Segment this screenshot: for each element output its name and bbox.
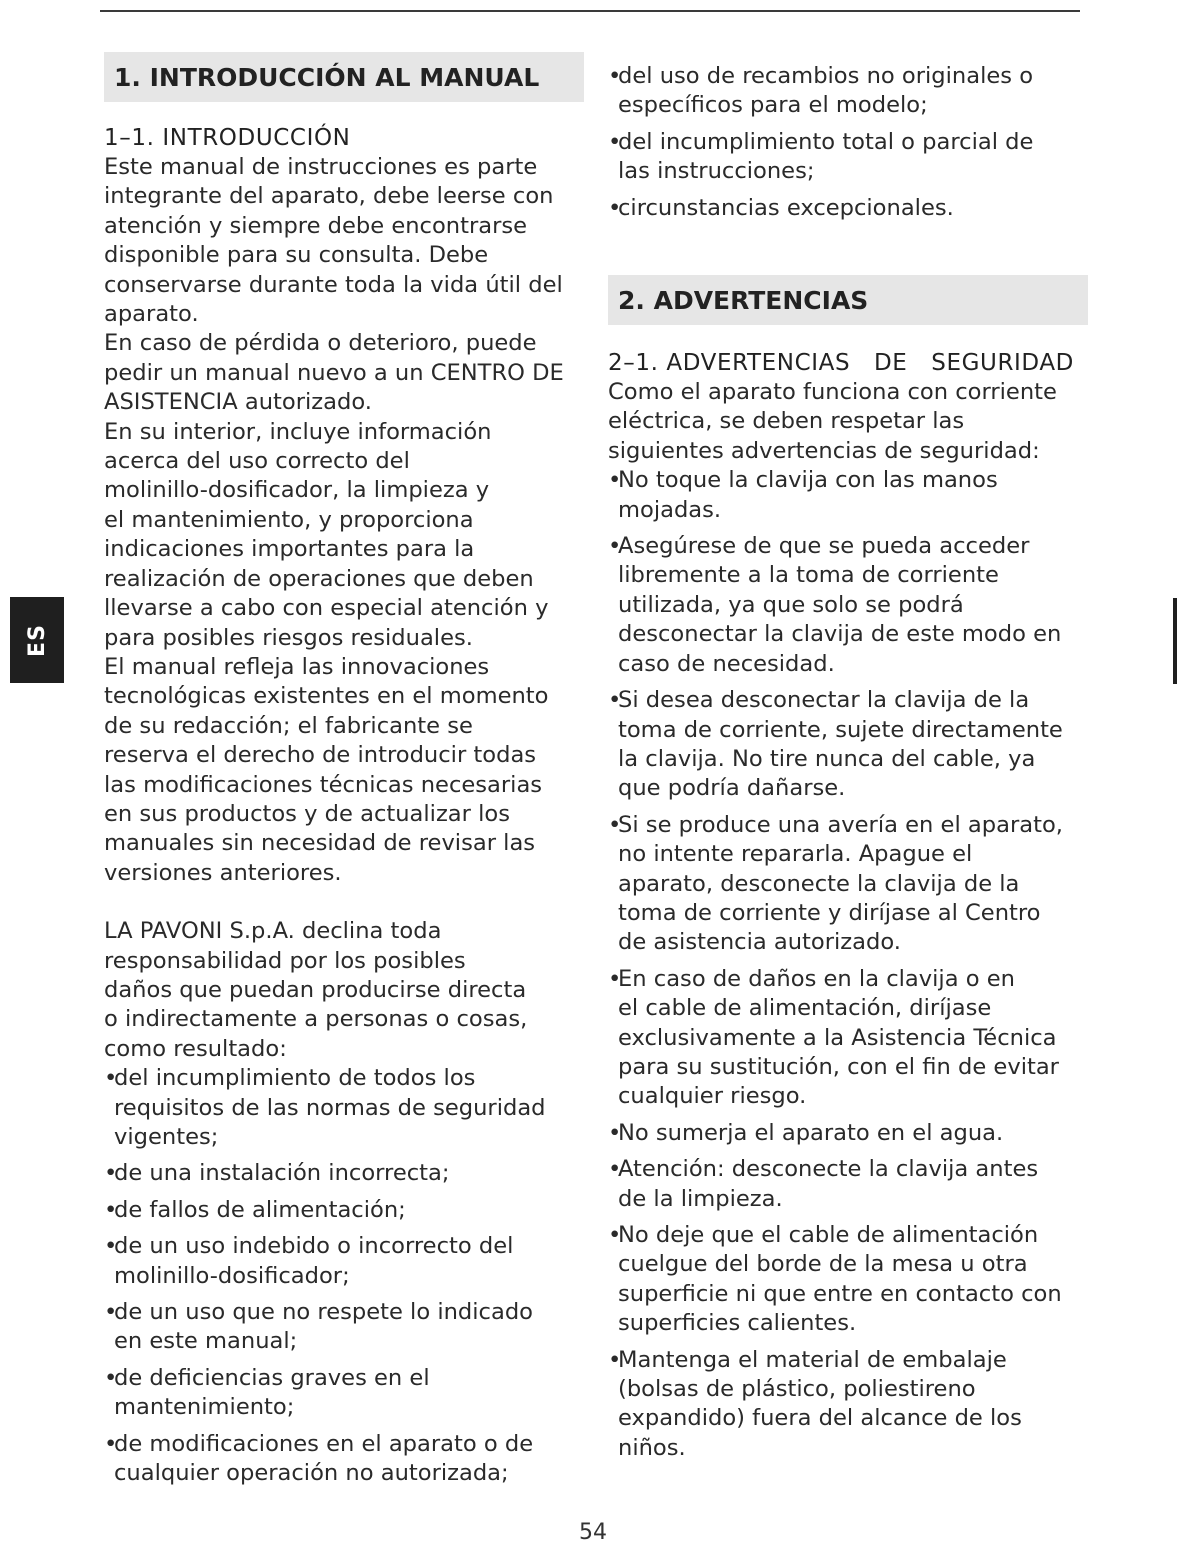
subsection-word: DE: [874, 350, 908, 377]
subsection-title-safety: [608, 349, 1088, 378]
bullet-text: Si desea desconectar la clavija de la toma de corriente, sujete directamente la clavija. No tire nunca del cable, ya que podría dañarse.: [618, 687, 1063, 802]
bullet-text: del incumplimiento total o parcial de las instrucciones;: [618, 128, 1034, 185]
bullet-icon: •: [104, 1233, 118, 1260]
bullet-icon: •: [104, 1196, 118, 1223]
bullet-item: [608, 194, 1088, 223]
bullet-item: [608, 128, 1088, 187]
bullet-icon: •: [608, 965, 622, 992]
bullet-item: [608, 532, 1088, 679]
page-edge-marker: [1173, 598, 1177, 684]
bullet-text: de fallos de alimentación;: [114, 1196, 406, 1223]
bullet-item: [608, 1346, 1088, 1464]
bullet-icon: •: [608, 128, 622, 155]
continued-bullet-list: [608, 62, 1088, 223]
bullet-icon: •: [608, 533, 622, 560]
bullet-icon: •: [608, 1222, 622, 1248]
bullet-item: [608, 62, 1088, 121]
bullet-text: Si se produce una avería en el aparato, no intente repararla. Apague el aparato, desconecte la clavija de la toma de corriente y diríjase al Centro de asistencia autorizado.: [618, 811, 1063, 956]
bullet-item: [104, 1232, 584, 1291]
bullet-icon: •: [608, 1346, 622, 1373]
safety-bullet-list: [608, 466, 1088, 1463]
bullet-item: [104, 1298, 584, 1357]
left-column: [104, 52, 584, 1488]
bullet-item: [608, 686, 1088, 804]
bullet-icon: •: [104, 1364, 118, 1391]
bullet-item: [104, 1196, 584, 1225]
section-title-warnings: 2. ADVERTENCIAS: [608, 275, 1088, 325]
bullet-text: Mantenga el material de embalaje (bolsas de plástico, poliestireno expandido) fuera del alcance de los niños.: [618, 1346, 1022, 1461]
bullet-text: Atención: desconecte la clavija antes de la limpieza.: [618, 1156, 1039, 1212]
liability-bullet-list: [104, 1064, 584, 1488]
bullet-icon: •: [608, 1156, 622, 1183]
bullet-icon: •: [608, 63, 622, 89]
bullet-item: [104, 1064, 584, 1152]
bullet-item: [104, 1430, 584, 1489]
bullet-item: [608, 965, 1088, 1112]
page-number: 54: [579, 1520, 607, 1545]
subsection-title-introduction: 1–1. INTRODUCCIÓN: [104, 125, 351, 151]
bullet-icon: •: [608, 194, 622, 221]
subsection-word: 2–1. ADVERTENCIAS: [608, 350, 851, 377]
bullet-text: de un uso indebido o incorrecto del molinillo-dosificador;: [114, 1233, 514, 1289]
bullet-text: de una instalación incorrecta;: [114, 1160, 450, 1187]
bullet-item: [104, 1159, 584, 1188]
bullet-text: del uso de recambios no originales o específicos para el modelo;: [618, 63, 1034, 119]
bullet-item: [608, 1155, 1088, 1214]
intro-paragraph: Este manual de instrucciones es parte integrante del aparato, debe leerse con atención y siempre debe encontrarse disponible para su consulta. Debe conservarse durante toda la vida útil del aparato. En caso de pérdida o deterioro, puede pedir un manual nuevo a un CENTRO DE ASISTENCIA autorizado. En su interior, incluye información acerca del uso correcto del molinillo-dosificador, la limpieza y el mantenimiento, y proporciona indicaciones importantes para la realización de operaciones que deben llevarse a cabo con especial atención y para posibles riesgos residuales. El manual refleja las innovaciones tecnológicas existentes en el momento de su redacción; el fabricante se reserva el derecho de introducir todas las modificaciones técnicas necesarias en sus productos y de actualizar los manuales sin necesidad de revisar las versiones anteriores.: [104, 154, 564, 886]
bullet-text: No toque la clavija con las manos mojadas.: [618, 467, 998, 523]
bullet-text: circunstancias excepcionales.: [618, 194, 954, 221]
bullet-icon: •: [608, 1119, 622, 1146]
bullet-text: Asegúrese de que se pueda acceder libremente a la toma de corriente utilizada, ya que solo se podrá desconectar la clavija de este modo en caso de necesidad.: [618, 533, 1062, 677]
language-tab-label: ES: [24, 623, 50, 657]
bullet-icon: •: [608, 467, 622, 494]
bullet-text: de modificaciones en el aparato o de cualquier operación no autorizada;: [114, 1430, 534, 1487]
bullet-icon: •: [608, 687, 622, 714]
subsection-word: SEGURIDAD: [931, 350, 1074, 377]
bullet-text: del incumplimiento de todos los requisitos de las normas de seguridad vigentes;: [114, 1065, 546, 1150]
bullet-text: de deficiencias graves en el mantenimiento;: [114, 1364, 430, 1421]
bullet-icon: •: [608, 811, 622, 838]
bullet-item: [104, 1364, 584, 1423]
right-column: [608, 62, 1088, 1463]
safety-intro-paragraph: Como el aparato funciona con corriente eléctrica, se deben respetar las siguientes advertencias de seguridad:: [608, 379, 1057, 464]
bullet-text: No deje que el cable de alimentación cuelgue del borde de la mesa u otra superficie ni que entre en contacto con superficies calientes.: [618, 1222, 1062, 1337]
bullet-icon: •: [104, 1299, 118, 1326]
bullet-text: de un uso que no respete lo indicado en este manual;: [114, 1299, 533, 1355]
bullet-text: En caso de daños en la clavija o en el cable de alimentación, diríjase exclusivamente a la Asistencia Técnica para su sustitución, con el fin de evitar cualquier riesgo.: [618, 965, 1059, 1110]
bullet-text: No sumerja el aparato en el agua.: [618, 1119, 1004, 1146]
bullet-item: [608, 466, 1088, 525]
section-title-introduction: 1. INTRODUCCIÓN AL MANUAL: [104, 52, 584, 102]
bullet-item: [608, 811, 1088, 958]
bullet-item: [608, 1119, 1088, 1148]
bullet-icon: •: [104, 1430, 118, 1457]
top-rule: [100, 10, 1080, 12]
disclaimer-paragraph: LA PAVONI S.p.A. declina toda responsabilidad por los posibles daños que puedan producirse directa o indirectamente a personas o cosas, como resultado:: [104, 918, 528, 1062]
bullet-item: [608, 1221, 1088, 1339]
bullet-icon: •: [104, 1065, 118, 1092]
bullet-icon: •: [104, 1160, 118, 1187]
language-tab: [10, 597, 64, 683]
